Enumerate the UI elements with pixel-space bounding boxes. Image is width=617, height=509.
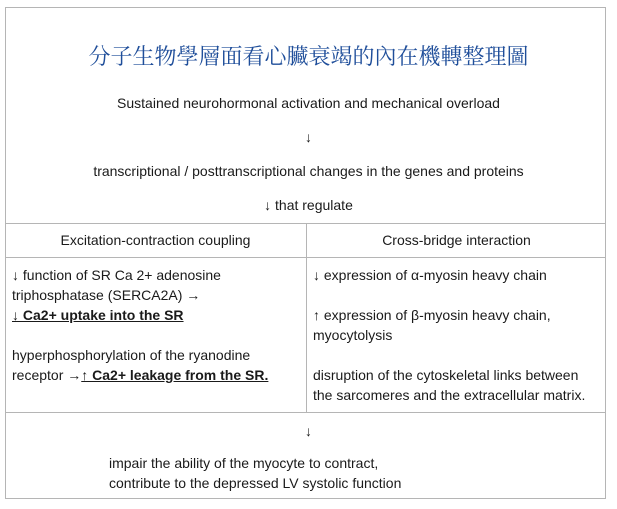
- ryanodine-line-2: [12, 365, 302, 385]
- right-column: [313, 265, 603, 405]
- down-arrow-1: ↓: [305, 129, 312, 145]
- down-arrow-2: ↓: [305, 423, 312, 439]
- ca-uptake-text: ↓ Ca2+ uptake into the SR: [12, 307, 184, 323]
- ca-leakage-text: ↑ Ca2+ leakage from the SR.: [81, 367, 269, 383]
- diagram-title: 分子生物學層面看心臟衰竭的內在機轉整理圖: [88, 45, 529, 70]
- table-bottom-border: [5, 412, 606, 413]
- changes-text: transcriptional / posttranscriptional changes in the genes and proteins: [93, 163, 524, 179]
- cytoskeletal-line-2: the sarcomeres and the extracellular matrix.: [313, 387, 586, 403]
- cytoskeletal-line-1: disruption of the cytoskeletal links between: [313, 367, 579, 383]
- stimulus-text: Sustained neurohormonal activation and mechanical overload: [117, 95, 500, 111]
- serca-line-1: ↓ function of SR Ca 2+ adenosine: [12, 267, 221, 283]
- serca-line-2: triphosphatase (SERCA2A) →: [12, 287, 201, 303]
- outcome-line-2: contribute to the depressed LV systolic function: [109, 475, 402, 491]
- beta-myosin-line-2: myocytolysis: [313, 327, 393, 343]
- outcome-line-1: impair the ability of the myocyte to contract,: [109, 455, 379, 471]
- beta-myosin-line-1: ↑ expression of β-myosin heavy chain,: [313, 307, 551, 323]
- ryanodine-line-1: hyperphosphorylation of the ryanodine: [12, 347, 251, 363]
- left-column: [12, 265, 302, 385]
- alpha-myosin-text: ↓ expression of α-myosin heavy chain: [313, 267, 547, 283]
- header-excitation-contraction: Excitation-contraction coupling: [60, 232, 251, 248]
- table-column-divider: [306, 223, 307, 412]
- ryanodine-receptor-text: receptor →: [12, 367, 82, 383]
- header-cross-bridge: Cross-bridge interaction: [382, 232, 531, 248]
- regulate-text: ↓ that regulate: [264, 197, 353, 213]
